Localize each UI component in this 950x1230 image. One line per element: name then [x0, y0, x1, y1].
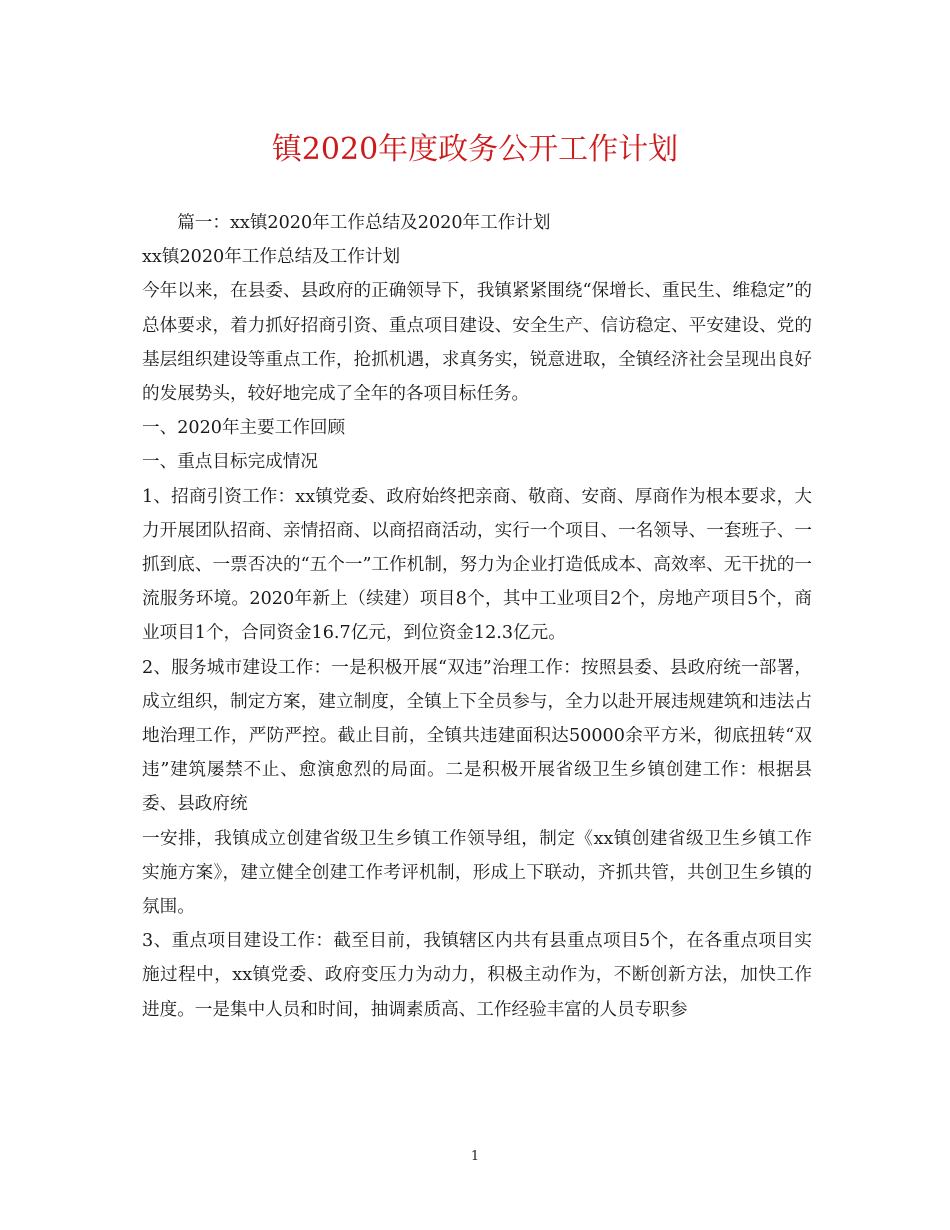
paragraph-intro: 今年以来，在县委、县政府的正确领导下，我镇紧紧围绕“保增长、重民生、维稳定”的总体要求，着力抓好招商引资、重点项目建设、安全生产、信访稳定、平安建设、党的基层组织建设等重点工作，抢抓机遇，求真务实，锐意进取，全镇经济社会呈现出良好的发展势头，较好地完成了全年的各项目标任务。	[142, 281, 812, 405]
paragraph-section-heading: 一、2020年主要工作回顾	[142, 418, 346, 439]
paragraph-item-3: 3、重点项目建设工作：截至目前，我镇辖区内共有县重点项目5个，在各重点项目实施过程中，xx镇党委、政府变压力为动力，积极主动作为，不断创新方法，加快工作进度。一是集中人员和时间，抽调素质高、工作经验丰富的人员专职参	[142, 931, 812, 1020]
paragraph-item-2-continued: 一安排，我镇成立创建省级卫生乡镇工作领导组，制定《xx镇创建省级卫生乡镇工作实施方案》，建立健全创建工作考评机制，形成上下联动，齐抓共管，共创卫生乡镇的氛围。	[142, 828, 812, 918]
document-title: 镇2020年度政务公开工作计划	[271, 132, 679, 167]
paragraph-subtitle: xx镇2020年工作总结及工作计划	[142, 247, 401, 268]
paragraph-item-1: 1、招商引资工作：xx镇党委、政府始终把亲商、敬商、安商、厚商作为根本要求，大力开展团队招商、亲情招商、以商招商活动，实行一个项目、一名领导、一套班子、一抓到底、一票否决的“五个一”工作机制，努力为企业打造低成本、高效率、无干扰的一流服务环境。2020年新上（续建）项目8个，其中工业项目2个，房地产项目5个，商业项目1个，合同资金16.7亿元，到位资金12.3亿元。	[142, 486, 812, 644]
paragraph-article-heading: 篇一：xx镇2020年工作总结及2020年工作计划	[177, 213, 551, 233]
page-number: 1	[470, 1149, 480, 1164]
paragraph-item-2: 2、服务城市建设工作：一是积极开展“双违”治理工作：按照县委、县政府统一部署，成立组织，制定方案，建立制度，全镇上下全员参与，全力以赴开展违规建筑和违法占地治理工作，严防严控。截止目前，全镇共违建面积达50000余平方米，彻底扭转“双违”建筑屡禁不止、愈演愈烈的局面。二是积极开展省级卫生乡镇创建工作：根据县委、县政府统	[142, 657, 812, 815]
paragraph-subsection-heading: 一、重点目标完成情况	[142, 452, 318, 473]
document-body	[142, 206, 812, 1027]
